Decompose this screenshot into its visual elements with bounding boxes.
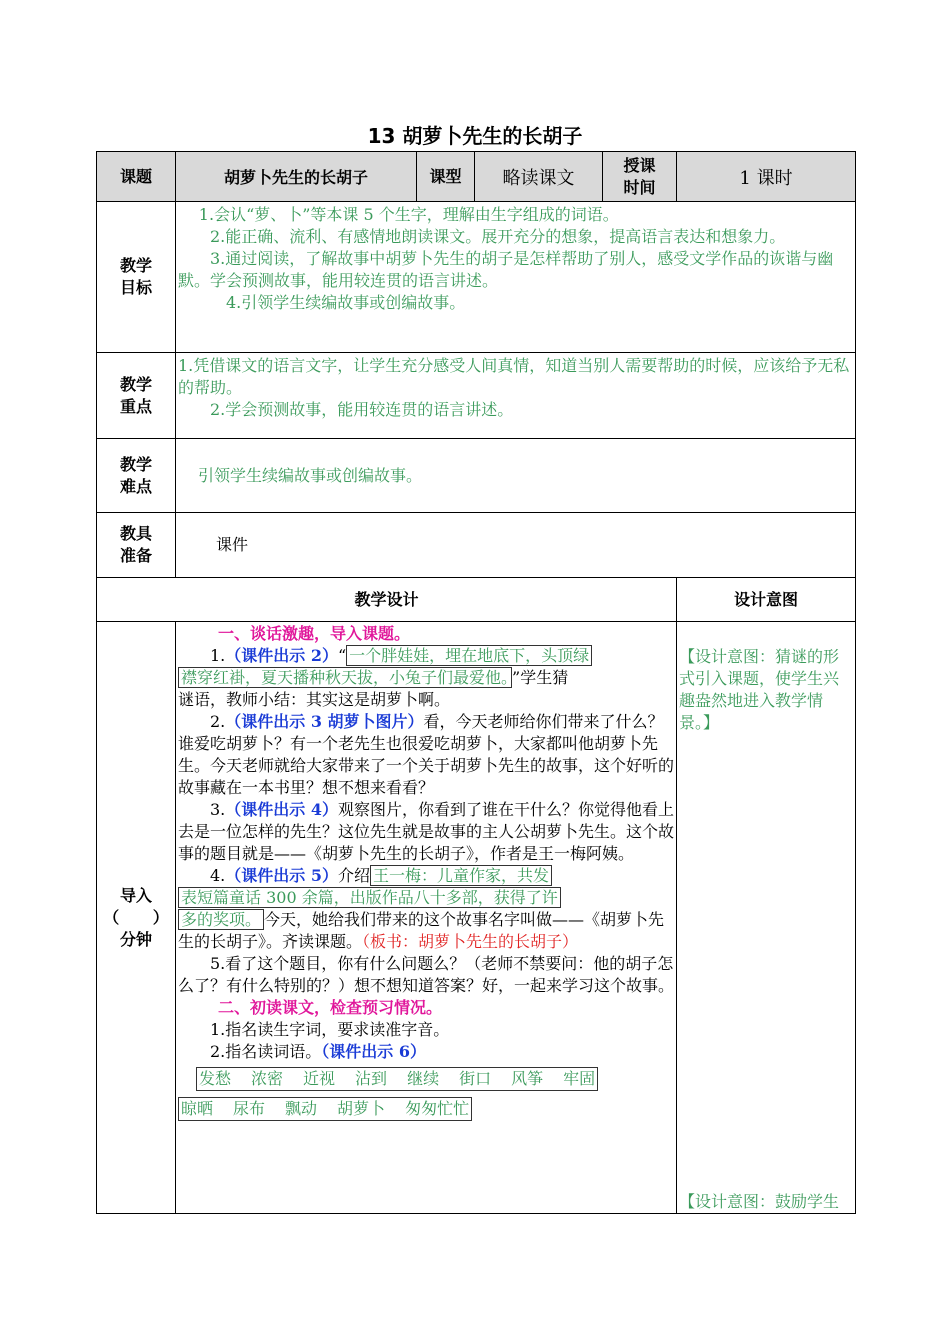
time-label-line1: 授课 <box>623 155 656 175</box>
author-box-line3: 多的奖项。 <box>178 909 264 930</box>
p3-num: 3. <box>210 800 226 819</box>
goals-label-line2: 目标 <box>119 278 152 297</box>
materials-label-line2: 准备 <box>119 546 152 565</box>
lesson-plan-table <box>96 151 856 1214</box>
step-2 <box>178 1041 674 1063</box>
step-2-cue: （课件出示 6） <box>321 1042 426 1061</box>
board-note: （板书：胡萝卜先生的长胡子） <box>362 932 579 951</box>
materials-row <box>97 513 856 578</box>
p4-cue: （课件出示 5） <box>225 866 338 885</box>
materials-label-line1: 教具 <box>119 524 152 543</box>
materials-content: 课件 <box>216 535 249 554</box>
intent-col-header: 设计意图 <box>677 578 856 622</box>
time-value: 1 课时 <box>677 152 856 202</box>
paragraph-4-cont2 <box>178 909 674 953</box>
vocab-word: 发愁 <box>199 1069 232 1088</box>
riddle-box-line1: 一个胖娃娃，埋在地底下，头顶绿 <box>346 645 592 666</box>
step-1: 1.指名读生字词，要求读准字音。 <box>210 1020 450 1039</box>
paragraph-2 <box>178 711 674 799</box>
keypoints-label-line2: 重点 <box>119 396 152 416</box>
difficulty-label-line2: 难点 <box>119 476 152 496</box>
keypoints-content <box>176 353 855 423</box>
p4-pre: 介绍 <box>337 866 370 885</box>
type-label: 课型 <box>417 152 475 202</box>
vocab-word: 匆匆忙忙 <box>405 1099 470 1118</box>
intro-row <box>97 622 856 1214</box>
design-header-row <box>97 578 856 622</box>
keypoints-label-line1: 教学 <box>119 374 152 394</box>
time-label-line2: 时间 <box>623 177 656 197</box>
topic-value: 胡萝卜先生的长胡子 <box>176 152 417 202</box>
paragraph-4-cont <box>178 887 674 909</box>
keypoint-item: 2.学会预测故事，能用较连贯的语言讲述。 <box>210 400 514 419</box>
design-col-header: 教学设计 <box>97 578 677 622</box>
type-value: 略读课文 <box>475 152 603 202</box>
vocab-word: 沾到 <box>355 1069 388 1088</box>
word-box-1 <box>196 1067 598 1091</box>
difficulty-content: 引领学生续编故事或创编故事。 <box>198 465 423 485</box>
p2-text: 看，今天老师给你们带来了什么？谁爱吃胡萝卜？有一个老先生也很爱吃胡萝卜，大家都叫他胡萝卜先生。今天老师就给大家带来了一个关于胡萝卜先生的故事，这个好听的故事藏在一本书里？想不想来看看？ <box>178 712 675 797</box>
goal-item: 3.通过阅读，了解故事中胡萝卜先生的胡子是怎样帮助了别人，感受文学作品的诙谐与幽默。学会预测故事，能用较连贯的语言讲述。 <box>178 249 834 290</box>
time-label <box>603 152 677 202</box>
paragraph-1-end: 谜语，教师小结：其实这是胡萝卜啊。 <box>178 690 451 709</box>
keypoints-label <box>97 353 176 439</box>
p4-num: 4. <box>210 866 226 885</box>
section-heading: 二、初读课文，检查预习情况。 <box>218 998 443 1017</box>
words-row-2 <box>178 1097 674 1121</box>
goals-label <box>97 202 176 353</box>
vocab-word: 尿布 <box>233 1099 266 1118</box>
intro-label-line1: 导入 <box>119 885 152 905</box>
topic-label: 课题 <box>97 152 176 202</box>
author-box-line2: 表短篇童话 300 余篇，出版作品八十多部，获得了许 <box>178 887 561 908</box>
section-heading: 一、谈话激趣，导入课题。 <box>218 624 411 643</box>
goals-content <box>176 202 855 316</box>
goal-item: 2.能正确、流利、有感情地朗读课文。展开充分的想象，提高语言表达和想象力。 <box>210 227 786 246</box>
difficulty-row <box>97 439 856 513</box>
difficulty-label-line1: 教学 <box>119 454 152 474</box>
materials-label <box>97 513 176 578</box>
goals-label-line1: 教学 <box>119 256 152 275</box>
intro-label <box>97 622 176 1214</box>
vocab-word: 晾晒 <box>181 1099 214 1118</box>
vocab-word: 近视 <box>303 1069 336 1088</box>
author-box-line1: 王一梅：儿童作家，共发 <box>370 865 552 886</box>
p1-rest-a: ”学生猜 <box>512 668 569 687</box>
vocab-word: 风筝 <box>511 1069 544 1088</box>
vocab-word: 街口 <box>459 1069 492 1088</box>
p2-cue: （课件出示 3 胡萝卜图片） <box>225 712 424 731</box>
intro-content <box>176 622 676 1123</box>
keypoints-row <box>97 353 856 439</box>
paragraph-5: 5.看了这个题目，你有什么问题么？（老师不禁要问：他的胡子怎么了？有什么特别的？）想不想知道答案？好，一起来学习这个故事。 <box>178 954 675 995</box>
vocab-word: 继续 <box>407 1069 440 1088</box>
intro-label-line3: 分钟 <box>119 929 152 949</box>
document-title: 13 胡萝卜先生的长胡子 <box>367 124 583 148</box>
difficulty-label <box>97 439 176 513</box>
paragraph-4 <box>178 865 674 887</box>
p3-cue: （课件出示 4） <box>225 800 338 819</box>
word-box-2 <box>178 1097 472 1121</box>
paragraph-3 <box>178 799 674 865</box>
p2-num: 2. <box>210 712 226 731</box>
intent-2: 【设计意图：鼓励学生 <box>679 1192 840 1211</box>
p1-quote: “ <box>337 646 347 665</box>
words-row-1 <box>178 1067 674 1091</box>
p3-text: 观察图片，你看到了谁在干什么？你觉得他看上去是一位怎样的先生？这位先生就是故事的主人公胡萝卜先生。这个故事的题目就是——《胡萝卜先生的长胡子》，作者是王一梅阿姨。 <box>178 800 675 863</box>
vocab-word: 胡萝卜 <box>337 1099 386 1118</box>
p1-num: 1. <box>210 646 226 665</box>
intro-label-line2: （ ） <box>103 907 169 927</box>
vocab-word: 牢固 <box>563 1069 596 1088</box>
vocab-word: 浓密 <box>251 1069 284 1088</box>
vocab-word: 飘动 <box>285 1099 318 1118</box>
intent-1: 【设计意图：猜谜的形式引入课题，使学生兴趣盎然地进入教学情景。】 <box>679 647 840 732</box>
header-row <box>97 152 856 202</box>
paragraph-1-cont <box>178 667 674 689</box>
goal-item: 1.会认“萝、卜”等本课 5 个生字，理解由生字组成的词语。 <box>198 205 619 224</box>
goal-item: 4.引领学生续编故事或创编故事。 <box>226 293 466 312</box>
keypoint-item: 1.凭借课文的语言文字，让学生充分感受人间真情，知道当别人需要帮助的时候，应该给予无私的帮助。 <box>178 356 850 397</box>
paragraph-1 <box>178 645 674 667</box>
riddle-box-line2: 襟穿红褂，夏天播种秋天拔，小兔子们最爱他。 <box>178 667 512 688</box>
step-2-text: 2.指名读词语。 <box>210 1042 322 1061</box>
p4-rest: 今天，她给我们带来的这个故事名字叫做——《胡萝卜先生的长胡子》。齐读课题。 <box>178 910 665 951</box>
p1-cue: （课件出示 2） <box>225 646 338 665</box>
goals-row <box>97 202 856 353</box>
